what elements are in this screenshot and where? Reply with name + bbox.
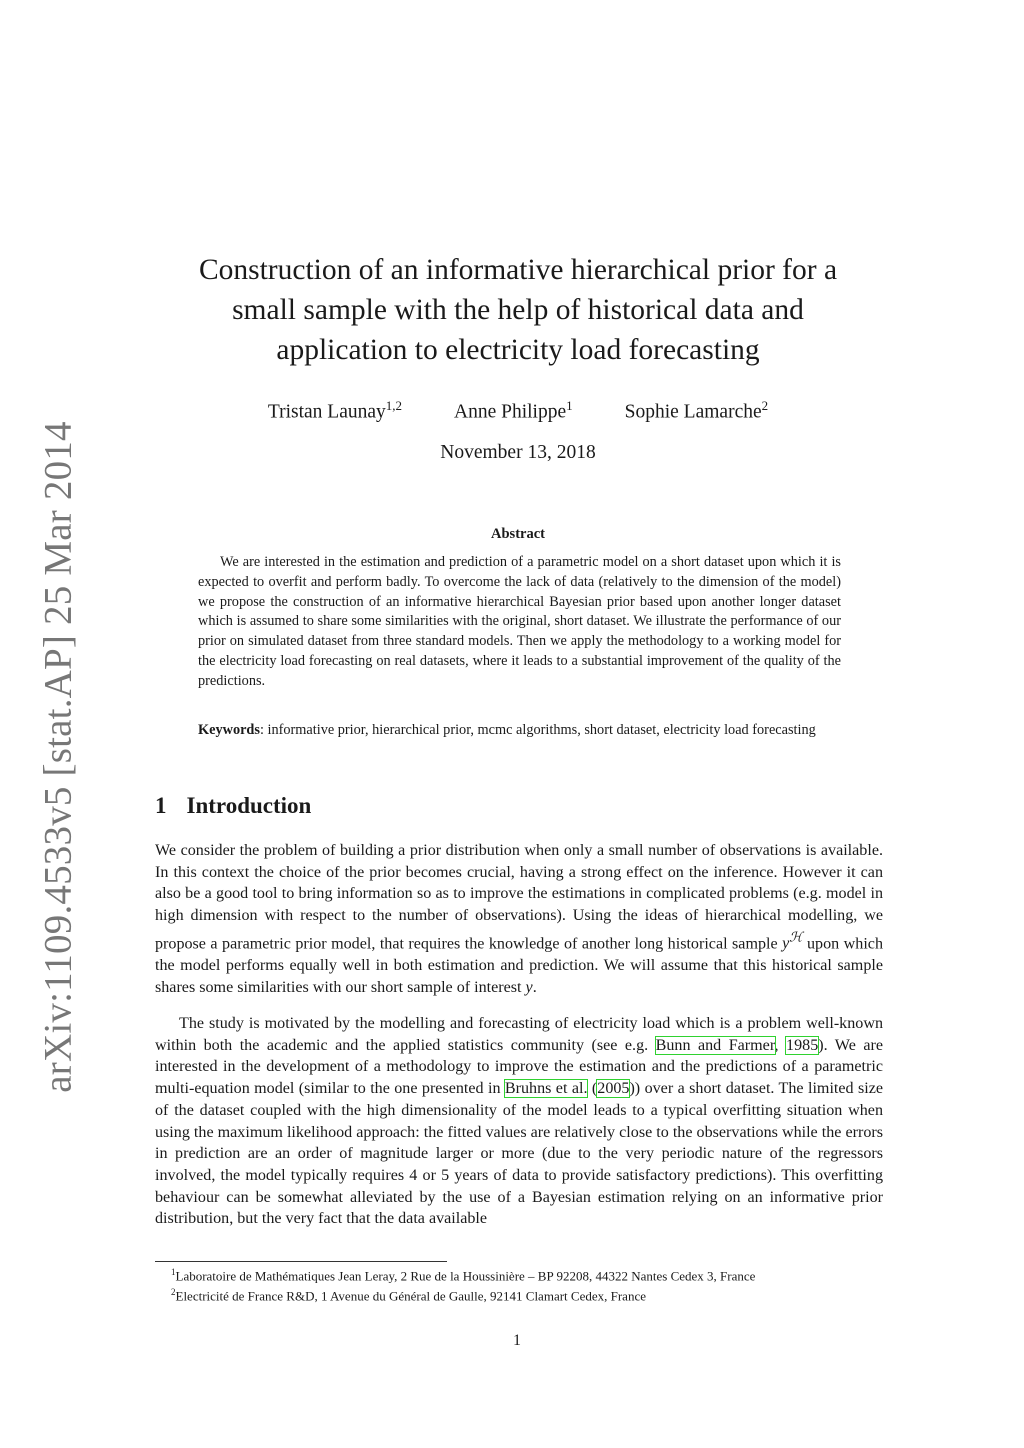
- citation-year-link-2005[interactable]: 2005: [597, 1080, 630, 1098]
- footnote-mark: 2: [171, 1287, 176, 1298]
- author: [268, 398, 402, 424]
- title-line: application to electricity load forecasting: [276, 334, 760, 366]
- citation-year-link-1985[interactable]: 1985: [786, 1036, 819, 1054]
- author: [625, 398, 769, 424]
- page-number: 1: [513, 1332, 521, 1349]
- author-name: Anne Philippe: [454, 401, 567, 423]
- author-name: Tristan Launay: [267, 401, 386, 423]
- footnotes: [171, 1264, 883, 1305]
- author-affiliation-mark: 1,2: [385, 398, 403, 413]
- keywords-text: : informative prior, hierarchical prior, mcmc algorithms, short dataset, electricity load forecasting: [259, 722, 816, 738]
- paragraph-text: The study is motivated by the modelling and forecasting of electricity load which is a problem well-known within both the academic and the applied statistics community (see e.g.: [155, 1015, 883, 1054]
- citation-link-bunn-farmer[interactable]: Bunn and Farmer: [655, 1036, 775, 1054]
- footnote-divider: [155, 1261, 447, 1262]
- author: [454, 398, 573, 424]
- title-line: small sample with the help of historical data and: [232, 294, 804, 326]
- footnote: [171, 1264, 883, 1284]
- author-affiliation-mark: 1: [566, 398, 573, 413]
- math-y: y: [782, 935, 790, 953]
- section-title: Introduction: [186, 793, 312, 818]
- paragraph-text: (: [587, 1080, 598, 1098]
- keywords: [198, 721, 841, 741]
- math-y: y: [525, 978, 533, 996]
- section-number: 1: [155, 793, 167, 818]
- paragraph-text: We consider the problem of building a prior distribution when only a small number of observations is available. In this context the choice of the prior becomes crucial, having a strong effect on the inference. However it can also be a good tool to bring information so as to improve the estimations in complicated problems (e.g. model in high dimension with respect to the number of observations). Using the ideas of hierarchical modelling, we propose a parametric prior model, that requires the knowledge of another long historical sample: [155, 842, 883, 953]
- section-heading: [155, 793, 311, 819]
- paragraph-text: upon which the model performs equally well in both estimation and prediction. We will assume that this historical sample shares some similarities with our short sample of interest: [155, 935, 883, 996]
- citation-link-bruhns[interactable]: Bruhns et al.: [504, 1080, 588, 1098]
- intro-paragraph-2: [155, 1013, 883, 1230]
- keywords-label: Keywords: [198, 722, 260, 738]
- footnote-text: Electricité de France R&D, 1 Avenue du Général de Gaulle, 92141 Clamart Cedex, France: [175, 1288, 646, 1304]
- footnote-text: Laboratoire de Mathématiques Jean Leray, 2 Rue de la Houssinière – BP 92208, 44322 Nantes Cedex 3, France: [175, 1268, 756, 1284]
- paragraph-text: ). We are interested in the development of a methodology to improve the estimation and the predictions of a parametric multi-equation model (similar to the one presented in: [155, 1036, 883, 1098]
- intro-paragraph-1: [155, 840, 883, 998]
- paragraph-text: ,: [774, 1036, 787, 1054]
- abstract-text: We are interested in the estimation and prediction of a parametric model on a short dataset upon which it is expected to overfit and perform badly. To overcome the lack of data (relatively to the dimension of the model) we propose the construction of an informative hierarchical Bayesian prior based upon another longer dataset which is assumed to share some similarities with the original, short dataset. We illustrate the performance of our prior on simulated dataset from three standard models. Then we apply the methodology to a working model for the electricity load forecasting on real datasets, where it leads to a substantial improvement of the quality of the predictions.: [198, 554, 841, 689]
- math-superscript-h: ℋ: [789, 929, 803, 945]
- paragraph-text: .: [532, 978, 537, 996]
- paragraph-text: )) over a short dataset. The limited size of the dataset coupled with the high dimensionality of the model leads to a typical overfitting situation when using the maximum likelihood approach: the fitted values are relatively close to the observations while the errors in prediction are an order of magnitude larger or more (due to the very periodic nature of the regressors involved, the model typically requires 4 or 5 years of data to provide satisfactory predictions). This overfitting behaviour can be somewhat alleviated by the use of a Bayesian estimation relying on an informative prior distribution, but the very fact that the data available: [155, 1080, 884, 1228]
- abstract-heading: Abstract: [491, 526, 545, 542]
- arxiv-side-stamp: arXiv:1109.4533v5 [stat.AP] 25 Mar 2014: [36, 421, 80, 1093]
- footnote: [171, 1284, 883, 1304]
- paper-title: [140, 250, 896, 370]
- footnote-mark: 1: [171, 1267, 176, 1277]
- author-name: Sophie Lamarche: [624, 401, 762, 423]
- math-symbol: [782, 929, 803, 953]
- title-line: Construction of an informative hierarchical prior for a: [198, 254, 838, 286]
- author-list: [140, 398, 896, 424]
- paper-date: November 13, 2018: [440, 442, 596, 463]
- author-affiliation-mark: 2: [761, 398, 769, 413]
